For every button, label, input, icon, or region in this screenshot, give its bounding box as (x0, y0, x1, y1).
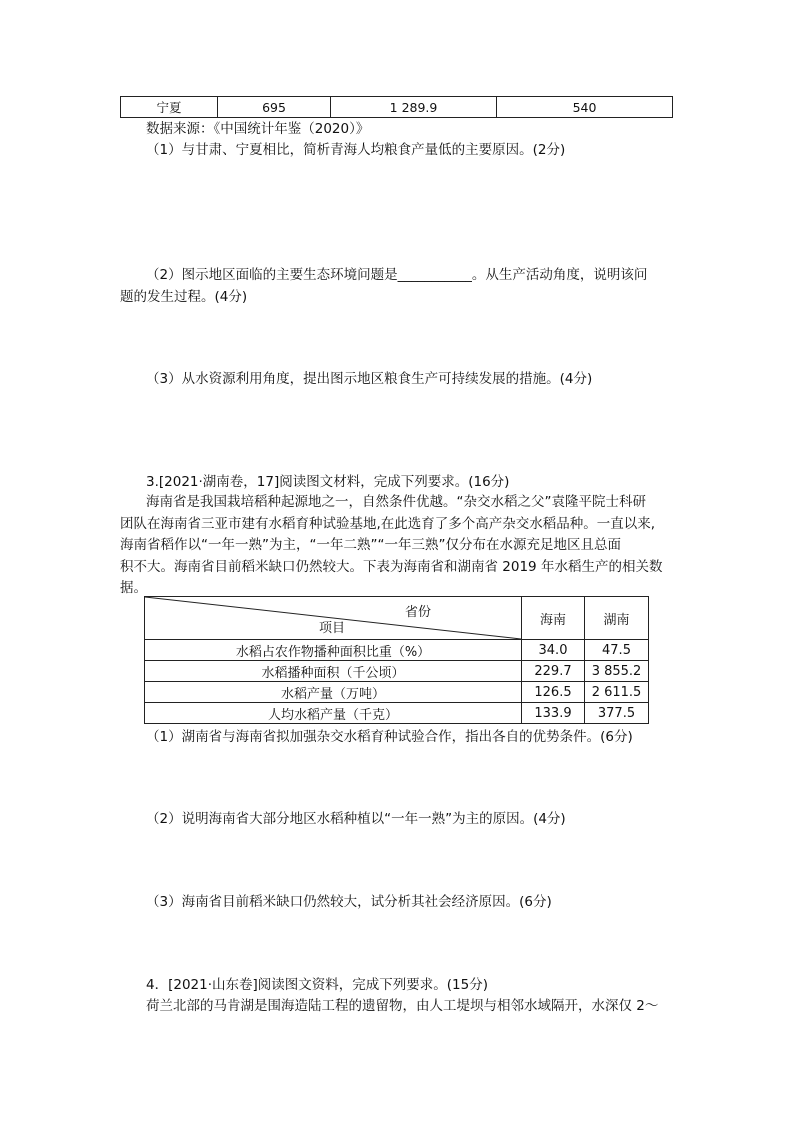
hainan-value: 126.5 (522, 682, 585, 703)
paragraph-line: 团队在海南省三亚市建有水稻育种试验基地,在此选育了多个高产杂交水稻品种。一直以来, (120, 515, 656, 532)
paragraph-line: 积不大。海南省目前稻米缺口仍然较大。下表为海南省和湖南省 2019 年水稻生产的相关数 (120, 558, 663, 575)
table-row (145, 640, 649, 661)
hunan-value: 377.5 (585, 703, 649, 724)
header-hunan: 湖南 (585, 597, 649, 640)
diagonal-header-cell (145, 597, 522, 640)
paragraph-line: 海南省稻作以“一年一熟”为主，“一年二熟”“一年三熟”仅分布在水源充足地区且总面 (120, 537, 621, 553)
header-item: 项目 (319, 621, 346, 636)
question-3-paragraph (120, 492, 680, 600)
question-3-1: （1）湖南省与海南省拟加强杂交水稻育种试验合作，指出各自的优势条件。(6分) (146, 729, 633, 745)
row-label: 人均水稻产量（千克） (145, 703, 522, 724)
question-3-2: （2）说明海南省大部分地区水稻种植以“一年一熟”为主的原因。(4分) (146, 811, 566, 827)
row-label: 水稻占农作物播种面积比重（%） (145, 640, 522, 661)
question-2-1: （1）与甘肃、宁夏相比，简析青海人均粮食产量低的主要原因。(2分) (146, 142, 566, 158)
table-cell: 宁夏 (121, 97, 218, 118)
hunan-value: 3 855.2 (585, 661, 649, 682)
table-row (145, 682, 649, 703)
data-source: 数据来源：《中国统计年鉴（2020）》 (146, 121, 370, 137)
hunan-value: 47.5 (585, 640, 649, 661)
question-3-3: （3）海南省目前稻米缺口仍然较大，试分析其社会经济原因。(6分) (146, 894, 552, 910)
hunan-value: 2 611.5 (585, 682, 649, 703)
table-cell: 540 (497, 97, 673, 118)
table-row (145, 661, 649, 682)
question-3-heading: 3.[2021·湖南卷，17]阅读图文材料，完成下列要求。(16分) (146, 474, 510, 490)
top-data-table (120, 96, 673, 118)
table-row (121, 97, 673, 118)
hainan-value: 229.7 (522, 661, 585, 682)
question-4-text: 荷兰北部的马肯湖是围海造陆工程的遗留物，由人工堤坝与相邻水域隔开，水深仅 2～ (146, 998, 659, 1014)
question-2-2-cont: 题的发生过程。(4分) (120, 289, 248, 305)
rice-production-table (144, 596, 649, 724)
hainan-value: 133.9 (522, 703, 585, 724)
question-2-2: （2）图示地区面临的主要生态环境问题是___________。从生产活动角度，说明该问 (146, 267, 648, 283)
question-4-heading: 4．[2021·山东卷]阅读图文资料，完成下列要求。(15分) (146, 977, 488, 993)
row-label: 水稻播种面积（千公顷） (145, 661, 522, 682)
row-label: 水稻产量（万吨） (145, 682, 522, 703)
table-header-row (145, 597, 649, 640)
table-row (145, 703, 649, 724)
header-province: 省份 (404, 605, 431, 620)
header-hainan: 海南 (522, 597, 585, 640)
paragraph-line: 海南省是我国栽培稻种起源地之一，自然条件优越。“杂交水稻之父”袁隆平院士科研 (146, 494, 646, 510)
question-2-3: （3）从水资源利用角度，提出图示地区粮食生产可持续发展的措施。(4分) (146, 371, 593, 387)
hainan-value: 34.0 (522, 640, 585, 661)
paragraph-line: 据。 (120, 580, 147, 596)
table-cell: 695 (218, 97, 331, 118)
table-cell: 1 289.9 (331, 97, 497, 118)
